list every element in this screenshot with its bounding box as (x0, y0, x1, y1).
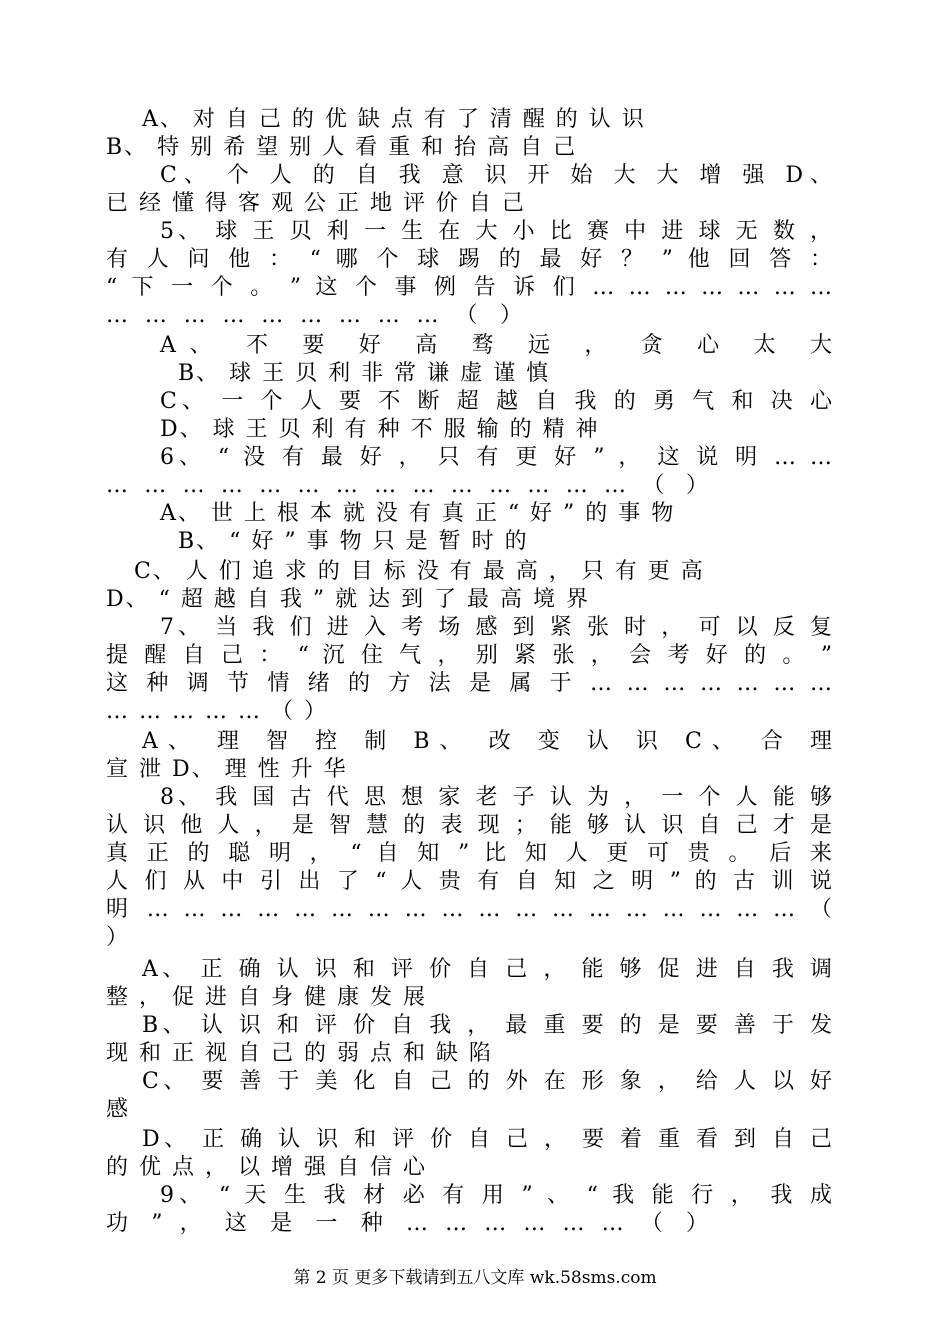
text-line: 宣 泄 D、 理 性 升 华 (106, 757, 348, 782)
text-line: 整 ， 促 进 自 身 健 康 发 展 (106, 985, 427, 1010)
text-line: 功 ” ， 这 是 一 种 … … … … … … （ ） (106, 1211, 710, 1236)
page-footer: 第 2 页 更多下载请到五八文库 wk.58sms.com (293, 1268, 657, 1288)
text-line: D、 正 确 认 识 和 评 价 自 己 ， 要 着 重 看 到 自 己 (142, 1127, 834, 1152)
text-line: C、 人 们 追 求 的 目 标 没 有 最 高 ， 只 有 更 高 (134, 559, 705, 584)
text-line: A、 对 自 己 的 优 缺 点 有 了 清 醒 的 认 识 (142, 107, 646, 132)
text-line: 6、 “ 没 有 最 好 ， 只 有 更 好 ” ， 这 说 明 … … (160, 445, 834, 470)
text-line: B、 认 识 和 评 价 自 我 ， 最 重 要 的 是 要 善 于 发 (142, 1013, 834, 1038)
text-line: … … … … … … … … … （ ） (106, 303, 524, 328)
text-line: … … … … … （ ） (106, 699, 328, 724)
text-line: 9、 “ 天 生 我 材 必 有 用 ” 、 “ 我 能 行 ， 我 成 (160, 1183, 834, 1208)
text-line: 已 经 懂 得 客 观 公 正 地 评 价 自 己 (106, 191, 526, 216)
text-line: C、 一 个 人 要 不 断 超 越 自 我 的 勇 气 和 决 心 (160, 389, 834, 414)
text-line: D、 “ 超 越 自 我 ” 就 达 到 了 最 高 境 界 (106, 587, 591, 612)
text-line: “ 下 一 个 。 ” 这 个 事 例 告 诉 们 … … … … … … … (106, 275, 834, 300)
text-line: B、 球 王 贝 利 非 常 谦 虚 谨 慎 (178, 361, 551, 386)
text-line: B、 特 别 希 望 别 人 看 重 和 抬 高 自 己 (106, 135, 578, 160)
text-line: C、 要 善 于 美 化 自 己 的 外 在 形 象 ， 给 人 以 好 (142, 1069, 834, 1094)
text-line: 明 … … … … … … … … … … … … … … … … … … （ (106, 897, 834, 922)
text-line: 7、 当 我 们 进 入 考 场 感 到 紧 张 时 ， 可 以 反 复 (160, 615, 834, 640)
text-line: … … … … … … … … … … … … … … （ ） (106, 473, 710, 498)
text-line: D、 球 王 贝 利 有 种 不 服 输 的 精 神 (160, 417, 600, 442)
text-line: 感 (106, 1097, 131, 1122)
text-line: 的 优 点 ， 以 增 强 自 信 心 (106, 1155, 427, 1180)
text-line: A、 不 要 好 高 骛 远 ， 贪 心 太 大 (160, 333, 834, 358)
text-line: 这 种 调 节 情 绪 的 方 法 是 属 于 … … … … … … … (106, 671, 834, 696)
text-line: 5、 球 王 贝 利 一 生 在 大 小 比 赛 中 进 球 无 数 ， (160, 219, 834, 244)
text-line: 认 识 他 人 ， 是 智 慧 的 表 现 ； 能 够 认 识 自 己 才 是 (106, 813, 834, 838)
text-line: 现 和 正 视 自 己 的 弱 点 和 缺 陷 (106, 1041, 493, 1066)
text-line: A、 正 确 认 识 和 评 价 自 己 ， 能 够 促 进 自 我 调 (142, 957, 834, 982)
text-line: 人 们 从 中 引 出 了 “ 人 贵 有 自 知 之 明 ” 的 古 训 说 (106, 869, 834, 894)
text-line: 提 醒 自 己 ： “ 沉 住 气 ， 别 紧 张 ， 会 考 好 的 。 ” (106, 643, 834, 668)
text-line: C、 个 人 的 自 我 意 识 开 始 大 大 增 强 D、 (160, 163, 834, 188)
text-line: A、 世 上 根 本 就 没 有 真 正 “ 好 ” 的 事 物 (160, 501, 676, 526)
text-line: 真 正 的 聪 明 ， “ 自 知 ” 比 知 人 更 可 贵 。 后 来 (106, 841, 834, 866)
text-line: A、 理 智 控 制 B、 改 变 认 识 C、 合 理 (142, 729, 834, 754)
text-line: ） (106, 925, 131, 950)
text-line: 有 人 问 他 ： “ 哪 个 球 踢 的 最 好 ？ ” 他 回 答 ： (106, 247, 834, 272)
text-line: B、 “ 好 ” 事 物 只 是 暂 时 的 (178, 529, 529, 554)
text-line: 8、 我 国 古 代 思 想 家 老 子 认 为 ， 一 个 人 能 够 (160, 785, 834, 810)
